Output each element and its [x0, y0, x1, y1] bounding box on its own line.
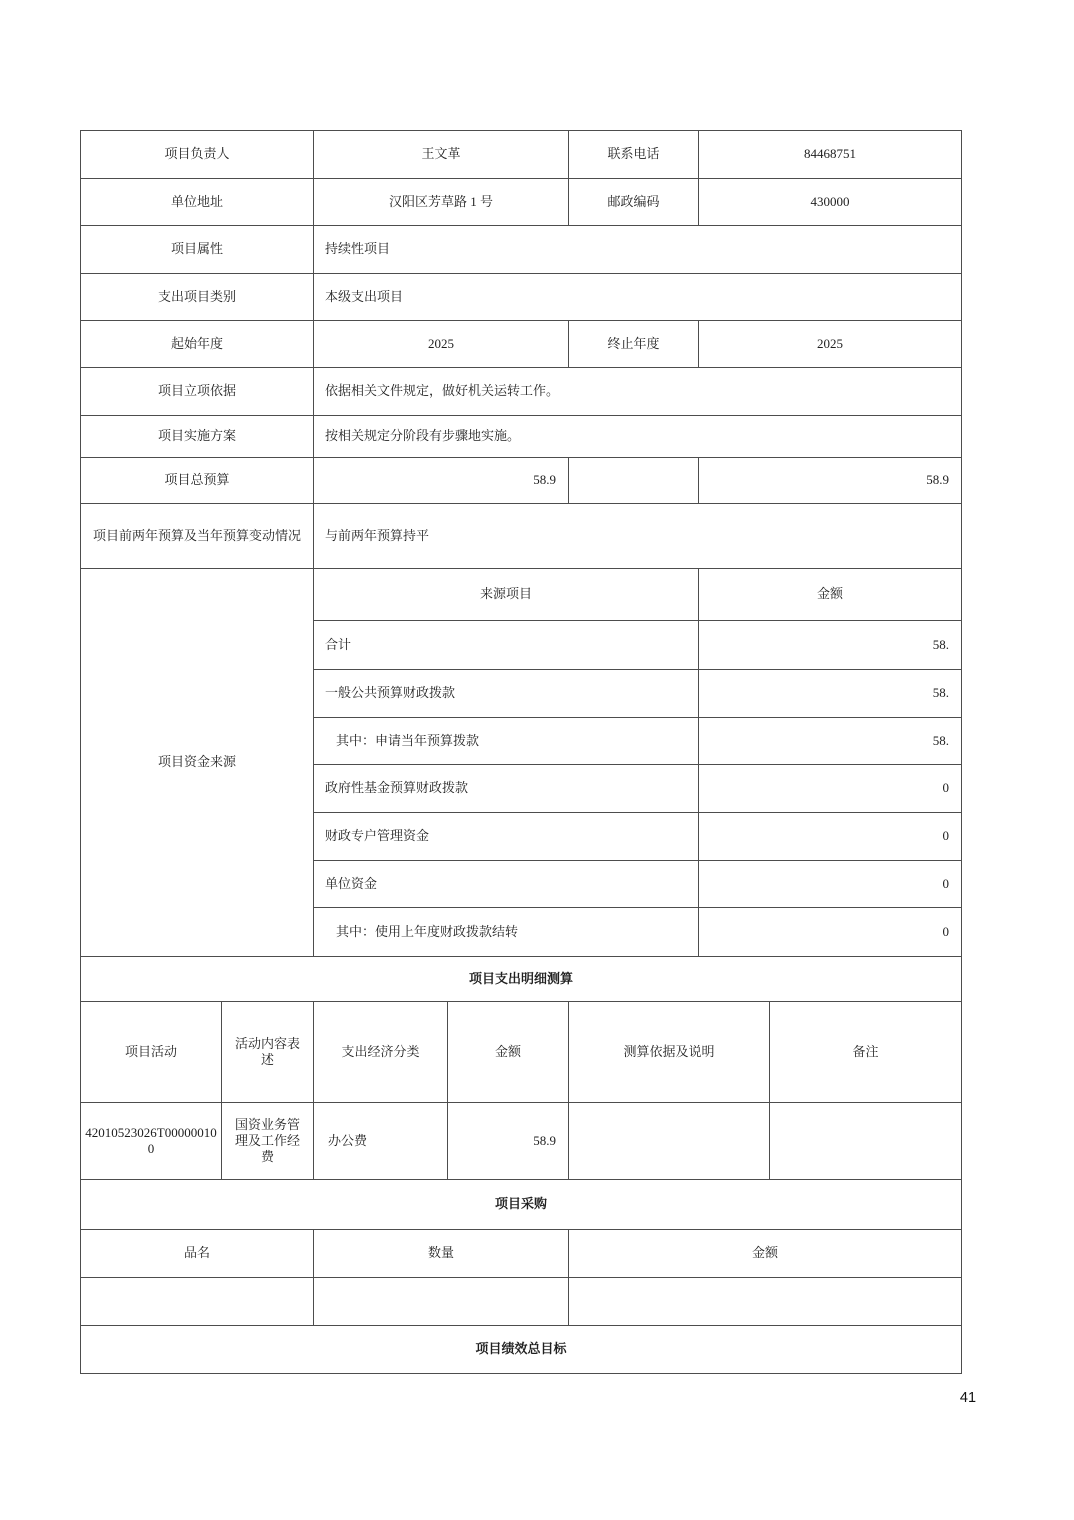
- phone-value: 84468751: [699, 131, 962, 179]
- funding-source: 合计: [314, 621, 699, 670]
- funding-section-label: 项目资金来源: [81, 569, 314, 957]
- row-expenditure-title: [81, 957, 962, 1002]
- page-number: 41: [959, 1390, 977, 1406]
- expenditure-activity: 42010523026T000000100: [81, 1103, 222, 1180]
- total-budget-value-left: 58.9: [314, 458, 569, 504]
- row-funding-header: [81, 569, 962, 621]
- expenditure-description: 国资业务管理及工作经费: [222, 1103, 314, 1180]
- expenditure-col-amount: 金额: [448, 1002, 569, 1103]
- row-attribute: [81, 226, 962, 274]
- funding-amount: 0: [699, 908, 962, 957]
- postcode-value: 430000: [699, 179, 962, 226]
- row-years: [81, 321, 962, 368]
- end-year-label: 终止年度: [569, 321, 699, 368]
- basis-value: 依据相关文件规定，做好机关运转工作。: [314, 368, 962, 416]
- funding-source: 政府性基金预算财政拨款: [314, 765, 699, 813]
- row-category: [81, 274, 962, 321]
- manager-value: 王文革: [314, 131, 569, 179]
- funding-amount: 58.: [699, 670, 962, 718]
- row-address: [81, 179, 962, 226]
- funding-amount: 0: [699, 861, 962, 908]
- expenditure-data-row: [81, 1103, 962, 1180]
- expenditure-economic: 办公费: [314, 1103, 448, 1180]
- row-procurement-title: [81, 1180, 962, 1230]
- expenditure-remark: [770, 1103, 962, 1180]
- start-year-value: 2025: [314, 321, 569, 368]
- postcode-label: 邮政编码: [569, 179, 699, 226]
- manager-label: 项目负责人: [81, 131, 314, 179]
- procurement-col-amount: 金额: [569, 1230, 962, 1278]
- category-label: 支出项目类别: [81, 274, 314, 321]
- funding-col-amount: 金额: [699, 569, 962, 621]
- funding-amount: 58.: [699, 621, 962, 670]
- budget-change-label: 项目前两年预算及当年预算变动情况: [81, 504, 314, 569]
- funding-col-source: 来源项目: [314, 569, 699, 621]
- row-total-budget: [81, 458, 962, 504]
- expenditure-section-title: 项目支出明细测算: [81, 957, 962, 1002]
- funding-source: 其中：使用上年度财政拨款结转: [314, 908, 699, 957]
- plan-value: 按相关规定分阶段有步骤地实施。: [314, 416, 962, 458]
- attribute-value: 持续性项目: [314, 226, 962, 274]
- expenditure-col-description: 活动内容表述: [222, 1002, 314, 1103]
- procurement-section-title: 项目采购: [81, 1180, 962, 1230]
- procurement-quantity: [314, 1278, 569, 1326]
- category-value: 本级支出项目: [314, 274, 962, 321]
- funding-amount: 0: [699, 765, 962, 813]
- expenditure-col-economic: 支出经济分类: [314, 1002, 448, 1103]
- total-budget-label: 项目总预算: [81, 458, 314, 504]
- row-basis: [81, 368, 962, 416]
- funding-amount: 0: [699, 813, 962, 861]
- project-budget-table: [80, 130, 962, 1374]
- address-value: 汉阳区芳草路 1 号: [314, 179, 569, 226]
- row-manager: [81, 131, 962, 179]
- total-budget-value-right: 58.9: [699, 458, 962, 504]
- procurement-col-name: 品名: [81, 1230, 314, 1278]
- row-budget-change: [81, 504, 962, 569]
- start-year-label: 起始年度: [81, 321, 314, 368]
- funding-source: 财政专户管理资金: [314, 813, 699, 861]
- procurement-amount: [569, 1278, 962, 1326]
- address-label: 单位地址: [81, 179, 314, 226]
- funding-source: 单位资金: [314, 861, 699, 908]
- funding-source: 一般公共预算财政拨款: [314, 670, 699, 718]
- basis-label: 项目立项依据: [81, 368, 314, 416]
- funding-source: 其中：申请当年预算拨款: [314, 718, 699, 765]
- plan-label: 项目实施方案: [81, 416, 314, 458]
- expenditure-col-activity: 项目活动: [81, 1002, 222, 1103]
- end-year-value: 2025: [699, 321, 962, 368]
- expenditure-col-remark: 备注: [770, 1002, 962, 1103]
- expenditure-basis: [569, 1103, 770, 1180]
- performance-section-title: 项目绩效总目标: [81, 1326, 962, 1374]
- row-expenditure-header: [81, 1002, 962, 1103]
- total-budget-empty-cell: [569, 458, 699, 504]
- row-procurement-header: [81, 1230, 962, 1278]
- phone-label: 联系电话: [569, 131, 699, 179]
- row-performance-title: [81, 1326, 962, 1374]
- procurement-data-row: [81, 1278, 962, 1326]
- procurement-name: [81, 1278, 314, 1326]
- row-plan: [81, 416, 962, 458]
- procurement-col-quantity: 数量: [314, 1230, 569, 1278]
- funding-amount: 58.: [699, 718, 962, 765]
- expenditure-col-basis: 测算依据及说明: [569, 1002, 770, 1103]
- expenditure-amount: 58.9: [448, 1103, 569, 1180]
- budget-sheet: [80, 130, 962, 1374]
- budget-change-value: 与前两年预算持平: [314, 504, 962, 569]
- attribute-label: 项目属性: [81, 226, 314, 274]
